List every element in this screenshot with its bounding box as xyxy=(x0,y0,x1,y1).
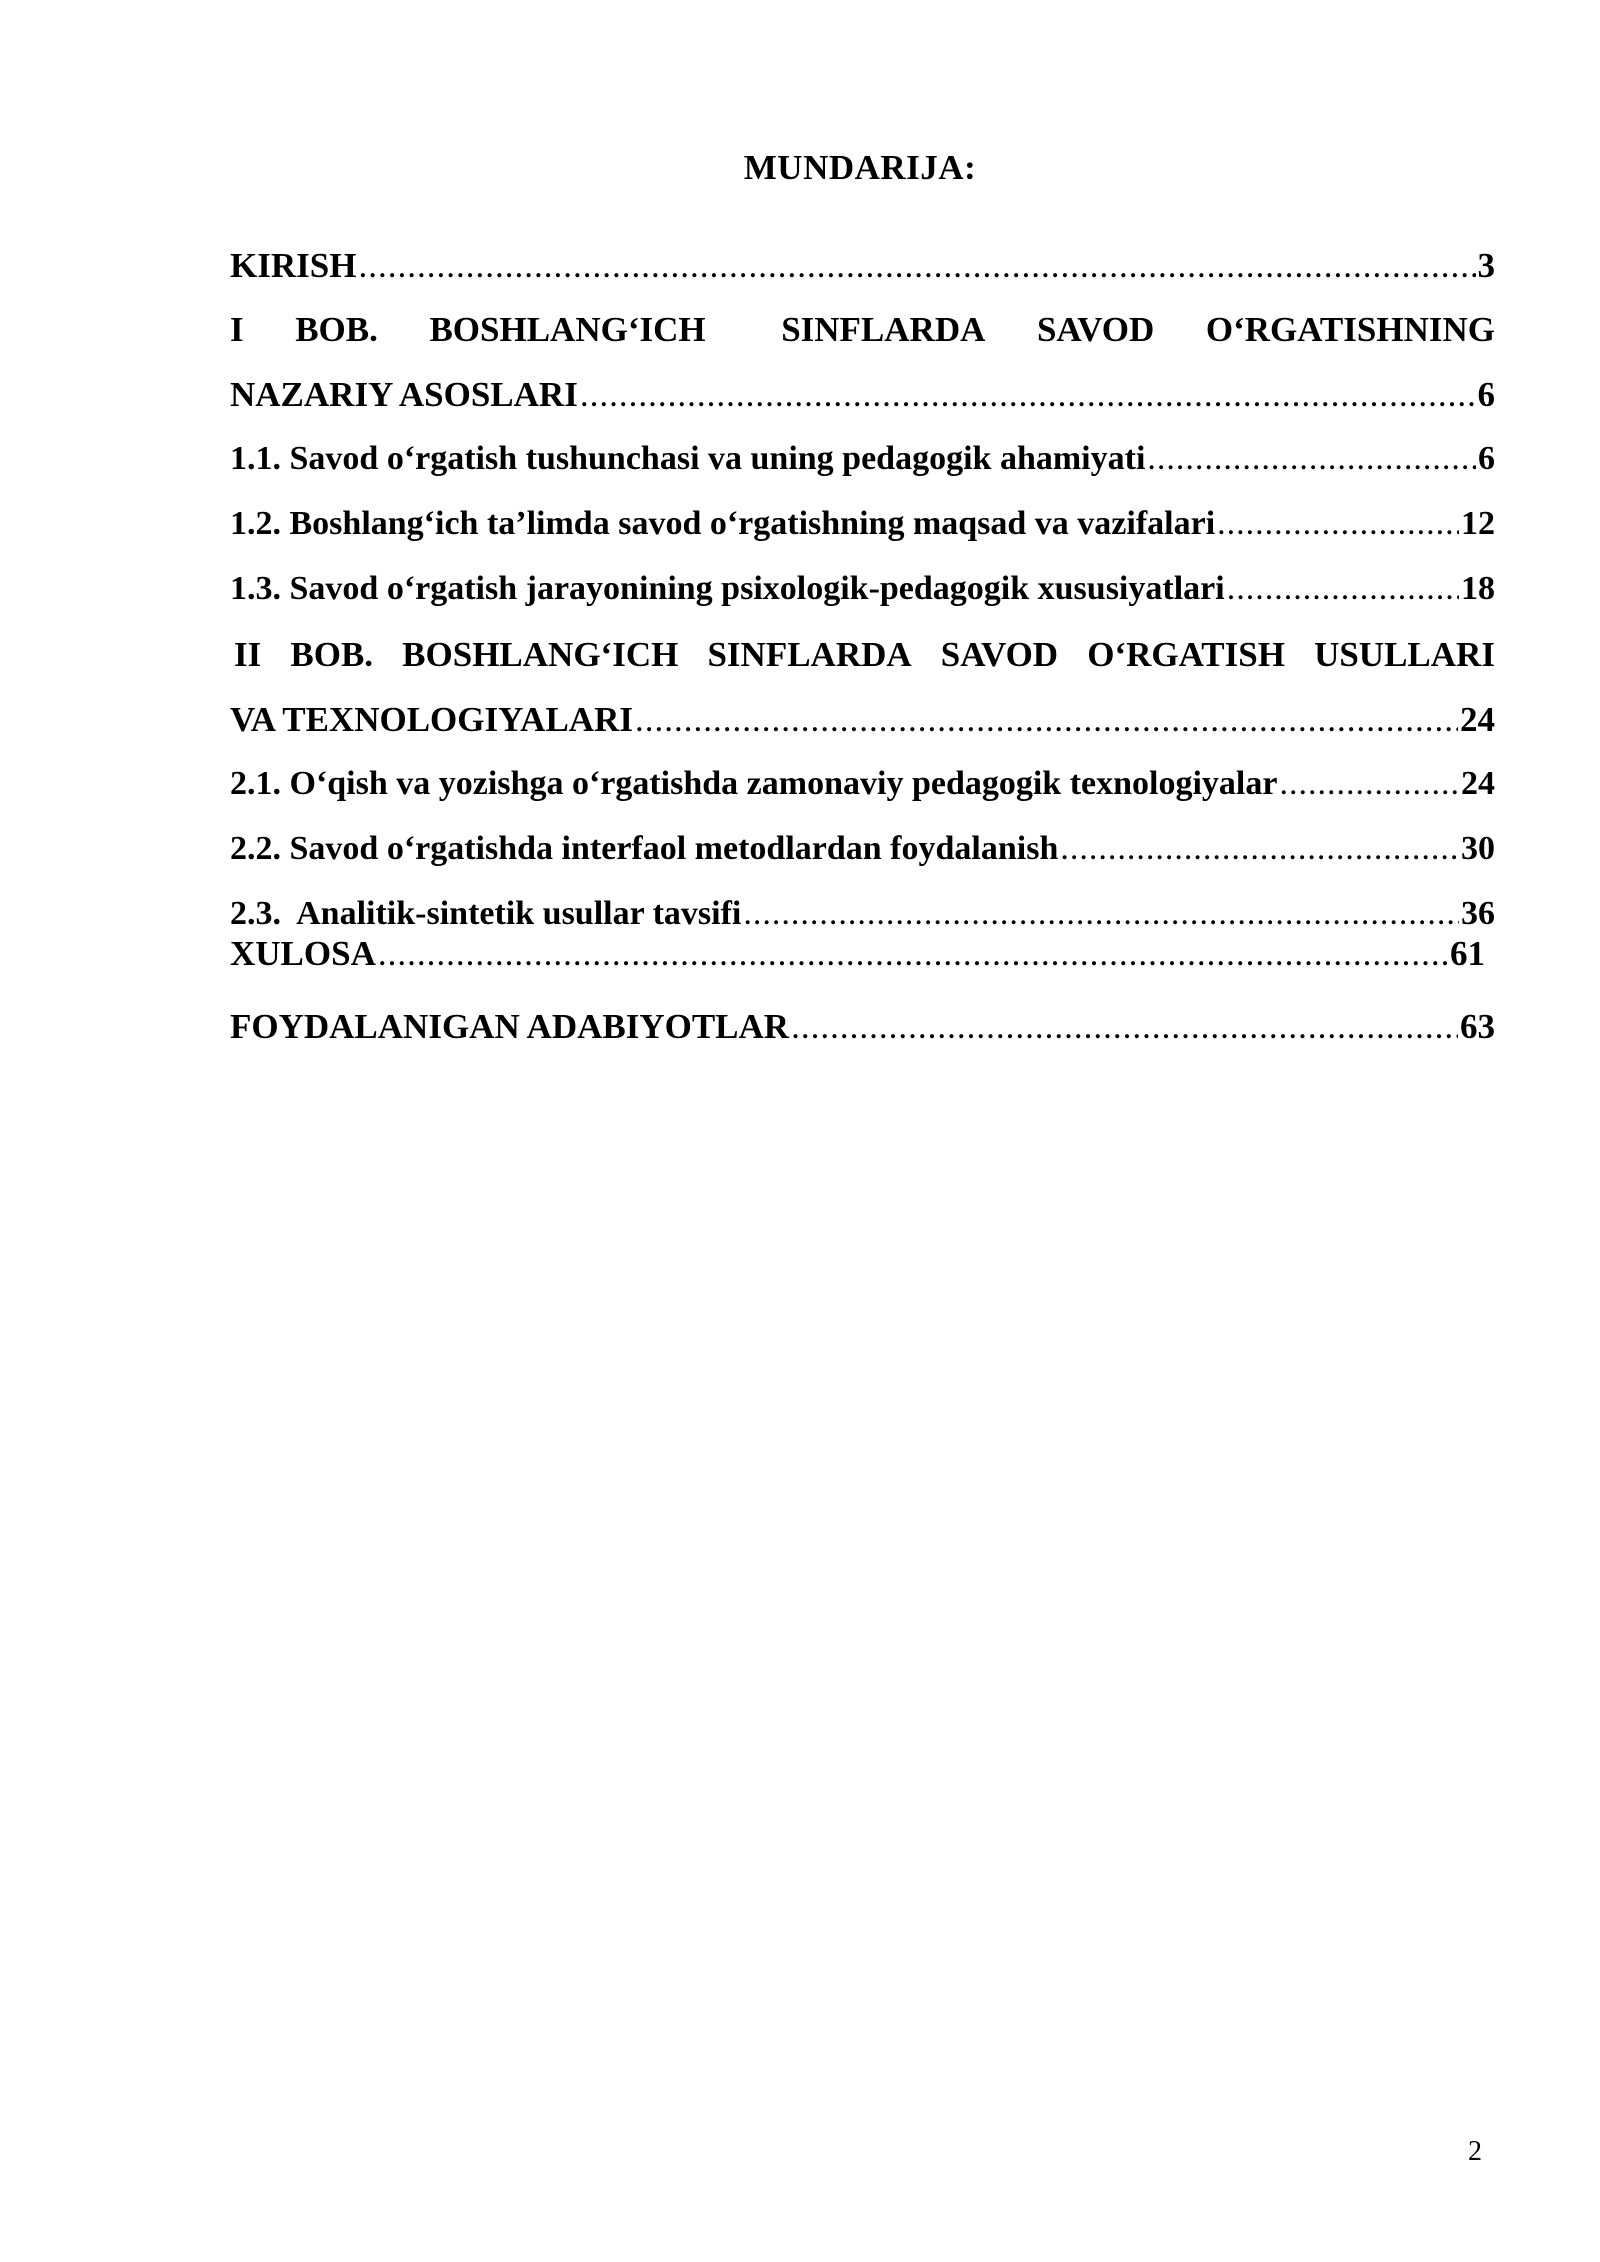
toc-entry-1-1[interactable] xyxy=(230,440,1495,484)
toc-entry-label: 1.3. Savod o‘rgatish jarayonining psixologik-pedagogik xususiyatlari xyxy=(230,570,1225,607)
toc-entry-label: 1.1. Savod o‘rgatish tushunchasi va uning pedagogik ahamiyati xyxy=(230,440,1146,477)
toc-entry-page: 63 xyxy=(1460,1007,1495,1046)
dot-leader xyxy=(1279,765,1459,803)
heading-word: SAVOD xyxy=(1036,310,1155,349)
toc-entry-label: 1.2. Boshlang‘ich ta’limda savod o‘rgatishning maqsad va vazifalari xyxy=(230,505,1216,542)
toc-entry-chapter-1[interactable] xyxy=(230,375,1495,419)
toc-entry-1-3[interactable] xyxy=(230,570,1495,614)
toc-entry-label: FOYDALANIGAN ADABIYOTLAR xyxy=(230,1007,790,1046)
toc-entry-page: 24 xyxy=(1461,765,1495,802)
heading-word: BOB. xyxy=(290,635,374,674)
toc-entry-page: 61 xyxy=(1450,934,1485,973)
toc-entry-label: 2.1. O‘qish va yozishga o‘rgatishda zamonaviy pedagogik texnologiyalar xyxy=(230,765,1278,802)
toc-entry-2-2[interactable] xyxy=(230,830,1495,874)
toc-entry-label: XULOSA xyxy=(230,934,376,973)
toc-entry-kirish[interactable] xyxy=(230,246,1495,290)
toc-entry-1-2[interactable] xyxy=(230,505,1495,549)
heading-word: SINFLARDA xyxy=(707,635,912,674)
toc-entry-page: 3 xyxy=(1477,246,1495,285)
toc-chapter-2-heading[interactable] xyxy=(230,635,1495,675)
dot-leader xyxy=(1060,830,1459,868)
toc-entry-chapter-2[interactable] xyxy=(230,700,1495,744)
heading-word: O‘RGATISH xyxy=(1087,635,1285,674)
toc-entry-label: NAZARIY ASOSLARI xyxy=(230,375,578,414)
dot-leader xyxy=(635,700,1458,740)
heading-word: BOSHLANG‘ICH xyxy=(402,635,679,674)
heading-word: USULLARI xyxy=(1314,635,1495,674)
dot-leader xyxy=(1227,570,1459,608)
heading-word: O‘RGATISHNING xyxy=(1205,310,1495,349)
dot-leader xyxy=(1147,440,1476,478)
dot-leader xyxy=(378,934,1448,974)
heading-word: BOB. xyxy=(295,310,378,349)
toc-entry-page: 6 xyxy=(1477,375,1495,414)
heading-word: SAVOD xyxy=(940,635,1059,674)
toc-entry-page: 36 xyxy=(1461,895,1495,932)
dot-leader xyxy=(358,246,1475,286)
toc-entry-label: VA TEXNOLOGIYALARI xyxy=(230,700,633,739)
heading-word: SINFLARDA xyxy=(781,310,986,349)
heading-word: I xyxy=(230,310,244,349)
heading-word: II xyxy=(234,635,262,674)
toc-entry-page: 30 xyxy=(1461,830,1495,867)
toc-entry-adabiyotlar[interactable] xyxy=(230,1007,1495,1051)
toc-title: MUNDARIJA: xyxy=(743,148,977,187)
page-number: 2 xyxy=(1468,2136,1482,2167)
dot-leader xyxy=(1217,505,1459,543)
toc-entry-page: 24 xyxy=(1460,700,1495,739)
toc-entry-page: 18 xyxy=(1461,570,1495,607)
toc-entry-2-1[interactable] xyxy=(230,765,1495,809)
toc-entry-xulosa[interactable] xyxy=(230,934,1485,978)
toc-entry-label: KIRISH xyxy=(230,246,357,285)
dot-leader xyxy=(743,895,1459,933)
toc-entry-2-3[interactable] xyxy=(230,895,1495,939)
toc-entry-label: 2.3. Analitik-sintetik usullar tavsifi xyxy=(230,895,742,932)
dot-leader xyxy=(580,375,1476,415)
toc-chapter-1-heading[interactable] xyxy=(230,310,1495,350)
dot-leader xyxy=(791,1007,1458,1047)
heading-word: BOSHLANG‘ICH xyxy=(429,310,706,349)
toc-entry-label: 2.2. Savod o‘rgatishda interfaol metodlardan foydalanish xyxy=(230,830,1059,867)
toc-entry-page: 6 xyxy=(1478,440,1495,477)
toc-entry-page: 12 xyxy=(1461,505,1495,542)
